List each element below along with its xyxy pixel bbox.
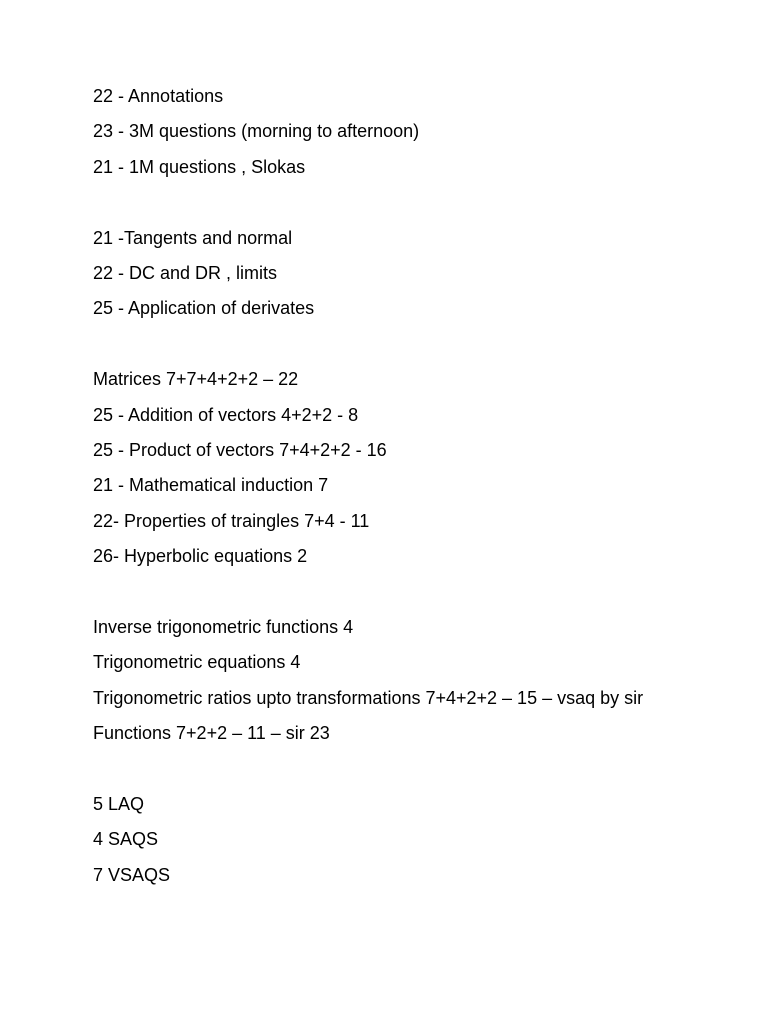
text-line: Functions 7+2+2 – 11 – sir 23 [93, 723, 330, 744]
text-line: 23 - 3M questions (morning to afternoon) [93, 121, 420, 142]
text-line: 21 - 1M questions , Slokas [93, 156, 306, 177]
blank-line [93, 192, 733, 212]
document-body [93, 86, 733, 900]
text-line: 22 - DC and DR , limits [93, 262, 278, 283]
text-line: 26- Hyperbolic equations 2 [93, 546, 308, 567]
blank-line [93, 758, 733, 778]
text-line: 21 - Mathematical induction 7 [93, 475, 329, 496]
text-line: 4 SAQS [93, 829, 159, 850]
text-line: Matrices 7+7+4+2+2 – 22 [93, 369, 299, 390]
text-line: 25 - Application of derivates [93, 298, 315, 319]
text-line: Trigonometric equations 4 [93, 652, 301, 673]
blank-line [93, 334, 733, 354]
text-line: 25 - Addition of vectors 4+2+2 - 8 [93, 404, 359, 425]
text-line: 7 VSAQS [93, 864, 171, 885]
text-line: 22- Properties of traingles 7+4 - 11 [93, 510, 370, 531]
text-line: 25 - Product of vectors 7+4+2+2 - 16 [93, 439, 387, 460]
text-line: 5 LAQ [93, 793, 145, 814]
text-line: 22 - Annotations [93, 86, 224, 106]
text-line: Inverse trigonometric functions 4 [93, 616, 354, 637]
text-line: 21 -Tangents and normal [93, 227, 293, 248]
blank-line [93, 581, 733, 601]
text-line: Trigonometric ratios upto transformations 7+4+2+2 – 15 – vsaq by sir [93, 687, 644, 708]
